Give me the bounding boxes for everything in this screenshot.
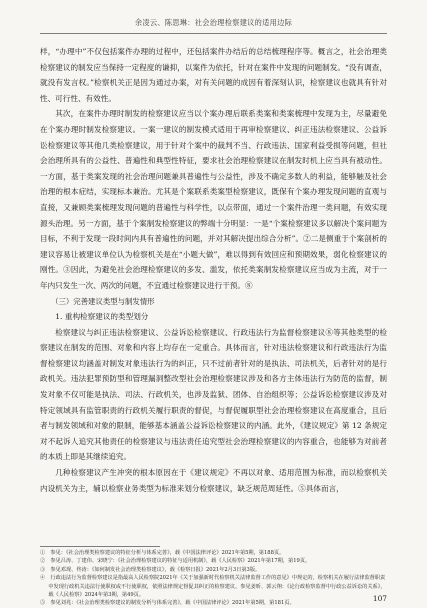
footnote-1: ① 参见：《社会治理类检察建议的特征分析与体系完善》，载《中国法律评论》2021年第5期，第188页。 bbox=[40, 550, 285, 556]
footnote-5: ⑤ 参见刘兆：《社会治理类检察建议的制发分析与体系完善》，载《中国法律评论》2021年第5期，第181页。 bbox=[40, 600, 295, 607]
running-header: 余凌云、陈思琳：社会治理检察建议的适用边际 bbox=[134, 18, 293, 27]
paragraph-3: 检察建议与纠正违法检察建议、公益诉讼检察建议、行政违法行为监督检察建议⑧等其他类型的检察建议在制发的范围、对象和内容上均存在一定重合。具体而言，针对违法检察建议和行政违法行为监督检察建议均涵盖对制发对象违法行为的纠正，只不过前者针对的是执法、司法机关，后者针对的是行政机关。违法犯罪预防型和管理漏洞整改型社会治理检察建议涉及和各方主体违法行为防范的监督，制发对象不仅可能是执法、司法、行政机关，也涉及监狱、团体、自治组织等；公益诉讼检察建议涉及对特定领域具有监管职责的行政机关履行职责的督促，与督促履职型社会治理检察建议在高度重合，且后者与制发领域和对象的限制，能够基本涵盖公益诉讼检察建议的内涵。此外，《建议规定》第 12 条规定对不起诉人追究其他责任的检察建议与违法责任追究型社会治理检察建议的内容重合，也能够为对前者的本质上即是其继续追究。 bbox=[40, 327, 387, 462]
footnote-divider bbox=[40, 546, 160, 547]
page-number: 107 bbox=[372, 594, 387, 603]
section-heading: （三）完善建议类型与制发情形 bbox=[51, 296, 155, 306]
footnote-3: ③ 参见邓现、佟涛：《如何制发社会治理类检察建议》，载《检察日报》2021年2月3日第3版。 bbox=[40, 566, 261, 573]
subsection-heading: 1. 重构检察建议的类型划分 bbox=[55, 312, 149, 322]
paragraph-1: 样，“办理中”不仅包括案件办理的过程中，还包括案件办结后的总结梳理程序等。概言之，社会治理类检察建议的制发应当保持一定程度的谦抑，以案件为依托，针对在案件中发现的问题制发。“没有调查，就没有发言权。”检察机关正是因为通过办案，对有关问题的成因有着深刻认识，检察建议也就具有针对性、可行性、有效性。 bbox=[40, 47, 387, 103]
footnote-4: ④ 行政违法行为监督检察建议是指最高人民检察院2021年《关于加强新时代检察机关法律监督工作的意见》中规定的，检察机关在履行法律监督职责中发现行政机关违法行使职权或不行使职权，依照法律规定督促其纠正的检察建议。参见姜昕、郭云翔：《论行政检察监督中行政公益诉讼的关系》，载《人民检察》2024年第3期，第49页。 bbox=[40, 575, 386, 599]
paragraph-4: 几种检察建议产生冲突的根本原因在于《建议规定》不再以对象、适用范围为标准，而以检察机关内设机关为主，辅以检察业务类型为标准来划分检察建议，缺乏规范周延性。⑤具体而言， bbox=[40, 468, 387, 493]
header-divider bbox=[40, 33, 387, 34]
paragraph-2: 其次，在案件办理时制发的检察建议应当以个案办理后联系类案和类案梳理中发现为主，尽量避免在个案办理时制发检察建议。一案一建议的制发模式适用于再审检察建议、纠正违法检察建议、公益诉讼检察建议等其他几类检察建议，用于针对个案中的裁判不当、行政违法、国家利益受损等问题，但社会治理所具有的公益性、普遍性和典型性特征，要求社会治理检察建议在制发时机上应当具有被动性。一方面，基于类案发现的社会治理问题兼具普遍性与公益性，涉及不确定多数人的利益，能够触及社会治理的根本症结，实现标本兼治。尤其是个案联系类案型检察建议，既保有个案办理发现问题的直观与直接，又兼顾类案梳理发现问题的普遍性与科学性，以点带面，通过一个案件治理一类问题，有效实现源头治理。另一方面，基于个案制发检察建议的弊端十分明显：一是“个案检察建议多以解决个案问题为目标，不利于发现一段时间内具有普遍性的问题，并对其解决提出综合分析”。②二是侧重于个案剖析的建议容易让被建议单位认为检察机关是在“小题大做”，难以得到有效回应和预期效果，弱化检察建议的刚性。③因此，为避免社会治理检察建议的多发、滥发，依托类案制发检察建议应当成为主流，对于一年内只发生一次、两次的问题，不宜通过检察建议进行干预。⑧ bbox=[40, 109, 387, 290]
main-text bbox=[40, 44, 387, 546]
footnote-2: ② 参见吕涛、丁建伟、宋晓宁：《社会治理检察建议的特征与适用机制》，载《人民检察》2021年第17期，第19页。 bbox=[40, 558, 311, 565]
